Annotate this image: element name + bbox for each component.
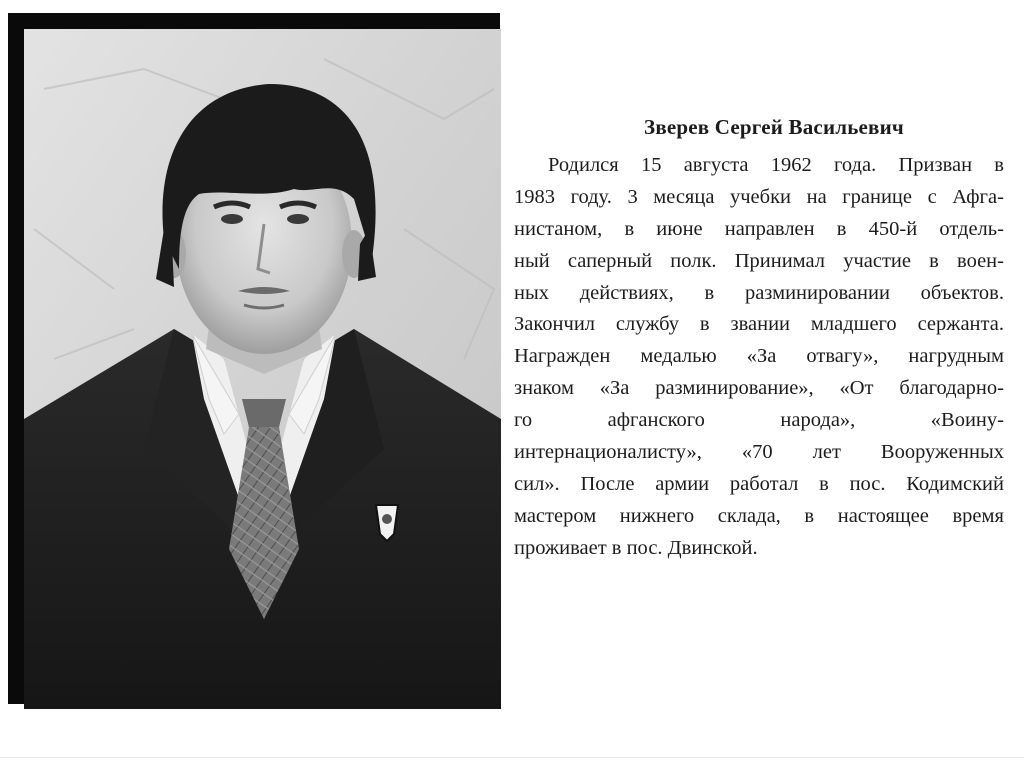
portrait-image <box>24 29 501 709</box>
portrait-photo-frame <box>8 13 500 704</box>
biography-line: сил». После армии работал в пос. Кодимский <box>514 472 1004 495</box>
biography-line: ный саперный полк. Принимал участие в воен- <box>514 249 1004 272</box>
biography-line: Награжден медалью «За отвагу», нагрудным <box>514 345 1004 368</box>
biography-block <box>514 114 1004 565</box>
biography-text <box>514 150 1004 565</box>
biography-line: мастером нижнего склада, в настоящее время <box>514 504 1004 527</box>
person-name: Зверев Сергей Васильевич <box>644 115 904 139</box>
biography-line: Родился 15 августа 1962 года. Призван в <box>548 154 1004 176</box>
biography-line: го афганского народа», «Воину- <box>514 409 1004 432</box>
biography-line: интернационалисту», «70 лет Вооруженных <box>514 441 1004 464</box>
slide-bottom-border <box>0 757 1024 758</box>
biography-line: ных действиях, в разминировании объектов. <box>514 281 1004 304</box>
portrait-photo <box>24 29 501 709</box>
biography-line: нистаном, в июне направлен в 450-й отдель- <box>514 217 1004 240</box>
biography-line: проживает в пос. Двинской. <box>514 536 758 559</box>
biography-line: Закончил службу в звании младшего сержанта. <box>514 313 1004 336</box>
biography-line: знаком «За разминирование», «От благодарно- <box>514 377 1004 400</box>
biography-line: 1983 году. 3 месяца учебки на границе с Афга- <box>514 185 1004 208</box>
